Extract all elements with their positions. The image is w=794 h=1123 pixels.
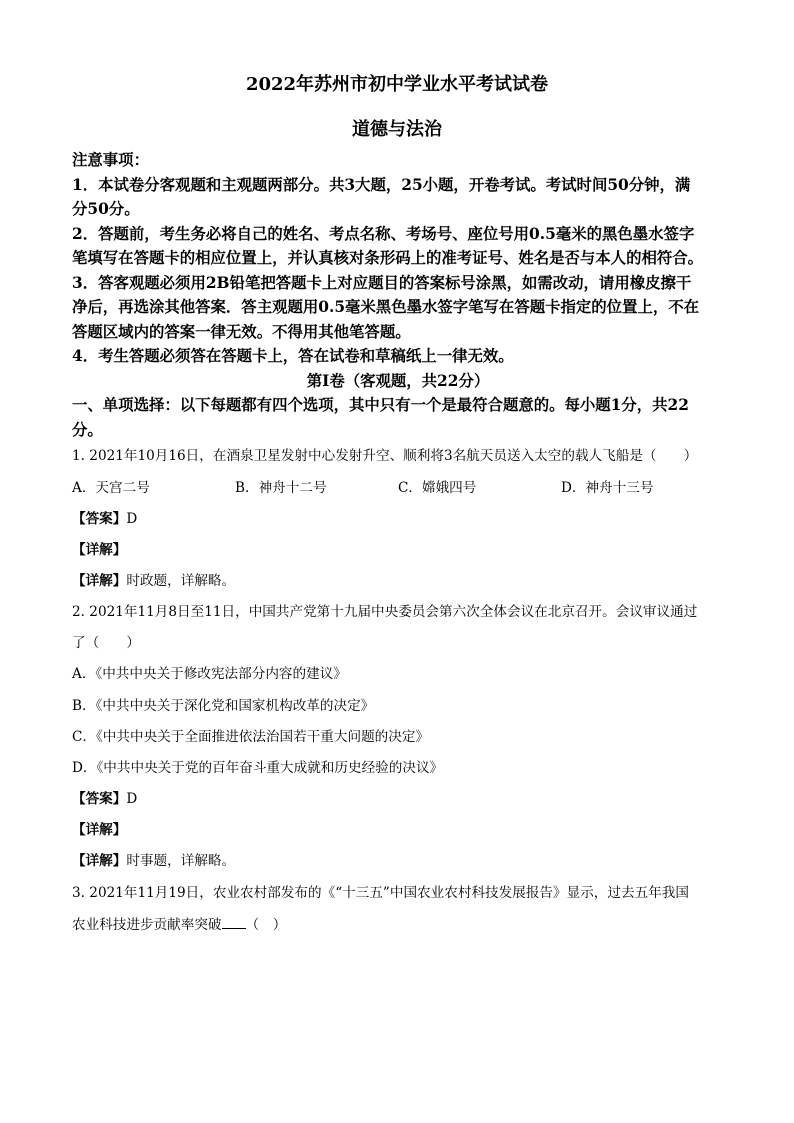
detail-text: 时事题，详解略。 (126, 853, 236, 869)
notice-line: 答题区域内的答案一律无效。不得用其他笔答题。 (72, 322, 411, 341)
option-b: B．神舟十二号 (235, 480, 327, 496)
notice-line: 分50分。 (72, 200, 140, 218)
question-2-detail (72, 851, 724, 871)
question-3 (72, 883, 724, 903)
notice-line: 3．答客观题必须用2B铅笔把答题卡上对应题目的答案标号涂黑，如需改动，请用橡皮擦干 (72, 273, 692, 292)
question-1-stem: 1. 2021年10月16日，在酒泉卫星发射中心发射升空、顺利将3名航天员送入太空的载人飞船是（ ） (72, 448, 698, 464)
option-c: C．嫦娥四号 (398, 480, 477, 496)
question-2-answer (72, 789, 724, 809)
option-a: A．天宫二号 (72, 480, 150, 496)
detail-tag: 【详解】 (72, 822, 127, 838)
question-2-option-a (72, 664, 724, 684)
answer-blank (222, 914, 246, 929)
question-1 (72, 446, 724, 466)
notice-line: 净后，再选涂其他答案．答主观题用0.5毫米黑色墨水签字笔写在答题卡指定的位置上，不在 (72, 298, 700, 316)
notice-line: 1．本试卷分客观题和主观题两部分。共3大题，25小题，开卷考试。考试时间50分钟，满 (72, 175, 691, 194)
detail-text: 时政题，详解略。 (126, 573, 236, 589)
question-1-options (72, 478, 724, 498)
option-a: A．《中共中央关于修改宪法部分内容的建议》 (72, 666, 347, 682)
answer-value: D (126, 511, 138, 527)
notice-block (72, 148, 724, 442)
exam-title: 2022年苏州市初中学业水平考试试卷 (245, 74, 549, 95)
notice-line: 2．答题前，考生务必将自己的姓名、考点名称、考场号、座位号用0.5毫米的黑色墨水签字 (72, 224, 695, 243)
option-c: C．《中共中央关于全面推进依法治国若干重大问题的决定》 (72, 729, 430, 745)
section-instruction: 一、单项选择：以下每题都有四个选项，其中只有一个是最符合题意的。每小题1分，共22 (72, 396, 689, 414)
detail-tag: 【详解】 (72, 573, 127, 589)
question-3-paren: （ ） (245, 917, 287, 933)
question-2-stem: 2. 2021年11月8日至11日，中国共产党第十九届中央委员会第六次全体会议在北京召开。会议审议通过 (72, 604, 698, 620)
question-1-answer (72, 509, 724, 529)
question-3-stem-cont (72, 914, 724, 935)
question-2-stem: 了（ ） (72, 635, 140, 651)
option-b: B．《中共中央关于深化党和国家机构改革的决定》 (72, 698, 375, 714)
option-d: D．《中共中央关于党的百年奋斗重大成就和历史经验的决议》 (72, 760, 444, 776)
question-1-detail (72, 571, 724, 591)
question-2-detail-tag (72, 820, 724, 840)
exam-subject: 道德与法治 (352, 119, 442, 140)
section-instruction: 分。 (72, 420, 103, 439)
answer-value: D (126, 791, 138, 807)
question-3-stem: 农业科技进步贡献率突破 (72, 917, 222, 933)
question-1-detail-tag (72, 540, 724, 560)
question-3-stem: 3. 2021年11月19日，农业农村部发布的《“十三五”中国农业农村科技发展报告》显示，过去五年我国 (72, 885, 689, 901)
notice-heading: 注意事项： (72, 151, 149, 169)
question-2-stem-cont (72, 633, 724, 653)
answer-tag: 【答案】 (72, 791, 127, 807)
question-2-option-d (72, 758, 724, 778)
option-d: D．神舟十三号 (561, 480, 654, 496)
question-2-option-c (72, 727, 724, 747)
detail-tag: 【详解】 (72, 542, 127, 558)
answer-tag: 【答案】 (72, 511, 127, 527)
detail-tag: 【详解】 (72, 853, 127, 869)
notice-line: 4．考生答题必须答在答题卡上，答在试卷和草稿纸上一律无效。 (72, 347, 514, 365)
notice-line: 笔填写在答题卡的相应位置上，并认真核对条形码上的准考证号、姓名是否与本人的相符合。 (72, 249, 704, 267)
question-2 (72, 602, 724, 622)
question-2-option-b (72, 696, 724, 716)
part-title: 第Ⅰ卷（客观题，共22分） (306, 371, 490, 390)
